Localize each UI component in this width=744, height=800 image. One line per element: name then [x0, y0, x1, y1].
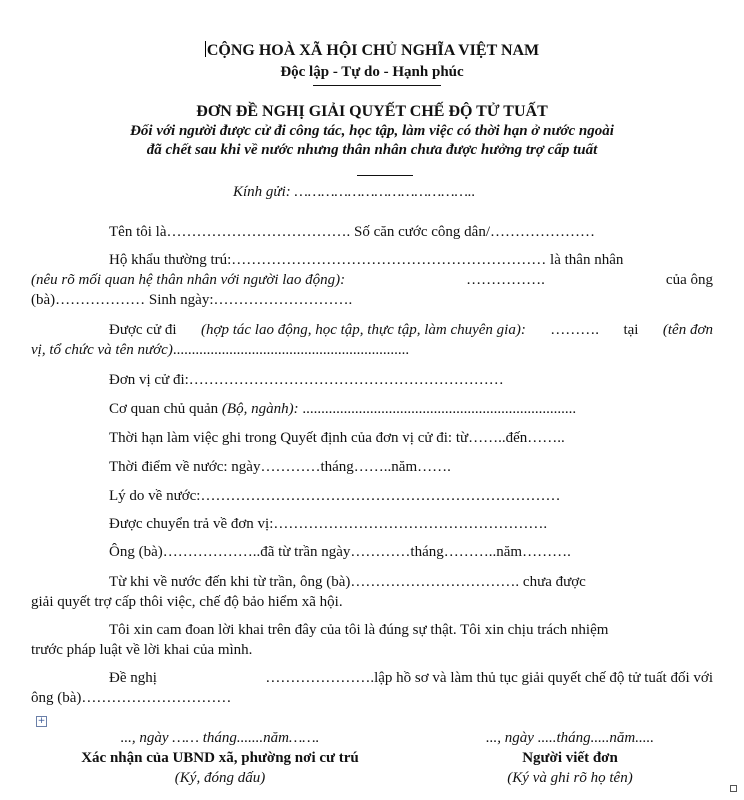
right-date: ..., ngày .....tháng.....năm.....	[486, 730, 654, 746]
sending-unit-line: Đơn vị cử đi:………………………………………………………	[109, 372, 504, 388]
request-text: ………………….lập hồ sơ và làm thủ tục giải quyết chế độ tử tuất đối với	[265, 670, 713, 686]
title-divider	[357, 175, 413, 176]
table-move-handle-icon[interactable]: +	[37, 716, 46, 726]
addressee-line: Kính gửi: …………………………………..	[233, 184, 476, 200]
left-date: ..., ngày …… tháng.......năm…….	[120, 730, 320, 746]
unresolved-line: Từ khi về nước đến khi từ trần, ông (bà)……………………………. chưa được	[109, 574, 586, 590]
term-line: Thời hạn làm việc ghi trong Quyết định của đơn vị cử đi: từ……..đến……..	[109, 430, 565, 446]
form-title: ĐƠN ĐỀ NGHỊ GIẢI QUYẾT CHẾ ĐỘ TỬ TUẤT	[196, 103, 548, 120]
name-line: Tên tôi là………………………………. Số căn cước công dân/…………………	[109, 224, 595, 240]
pledge-line: Tôi xin cam đoan lời khai trên đây của tôi là đúng sự thật. Tôi xin chịu trách nhiệm	[109, 622, 609, 638]
left-signature-note: (Ký, đóng dấu)	[174, 770, 266, 786]
relationship-blank: …………….	[466, 272, 545, 288]
sent-hint: (hợp tác lao động, học tập, thực tập, làm chuyên gia):	[200, 322, 526, 338]
birthdate-line: (bà)……………… Sinh ngày:……………………….	[31, 292, 353, 308]
form-subtitle-2: đã chết sau khi về nước nhưng thân nhân chưa được hưởng trợ cấp tuất	[146, 142, 598, 158]
return-reason-line: Lý do về nước:………………………………………………………………	[109, 488, 561, 504]
sent-unit-hint: (tên đơn	[662, 322, 713, 338]
relationship-line	[31, 270, 713, 290]
header-divider	[313, 85, 441, 86]
agency-line: Cơ quan chủ quản (Bộ, ngành): .........................................................................	[109, 401, 577, 417]
sent-line	[109, 320, 713, 340]
relationship-of: của ông	[665, 272, 713, 288]
country-heading: CỘNG HOÀ XÃ HỘI CHỦ NGHĨA VIỆT NAM	[206, 42, 540, 59]
form-subtitle-1: Đối với người được cử đi công tác, học tập, làm việc có thời hạn ở nước ngoài	[130, 123, 614, 139]
table-resize-handle-icon[interactable]	[730, 785, 737, 792]
right-signature-title: Người viết đơn	[522, 750, 618, 766]
residence-line: Hộ khẩu thường trú:……………………………………………………… là thân nhân	[109, 252, 624, 268]
sent-label: Được cử đi	[109, 322, 177, 338]
pledge-line-2: trước pháp luật về lời khai của mình.	[31, 642, 253, 658]
left-signature-title: Xác nhận của UBND xã, phường nơi cư trú	[81, 750, 359, 766]
request-line	[109, 668, 713, 688]
request-label: Đề nghị	[109, 670, 157, 686]
return-time-line: Thời điểm về nước: ngày…………tháng……..năm…….	[109, 459, 451, 475]
request-line-2: ông (bà)…………………………	[31, 690, 232, 706]
motto: Độc lập - Tự do - Hạnh phúc	[280, 64, 464, 80]
relationship-hint: (nêu rõ mối quan hệ thân nhân với người lao động):	[31, 272, 346, 288]
sent-at: tại	[623, 322, 639, 338]
transferred-line: Được chuyển trả về đơn vị:……………………………………………….	[109, 516, 548, 532]
death-line: Ông (bà)………………..đã từ trần ngày…………tháng………..năm……….	[109, 544, 571, 560]
sent-country-line: vị, tổ chức và tên nước)...............................................................	[31, 342, 410, 358]
sent-blank: ……….	[550, 322, 600, 338]
text-cursor	[205, 41, 206, 57]
right-signature-note: (Ký và ghi rõ họ tên)	[507, 770, 633, 786]
unresolved-line-2: giải quyết trợ cấp thôi việc, chế độ bảo hiểm xã hội.	[31, 594, 343, 610]
